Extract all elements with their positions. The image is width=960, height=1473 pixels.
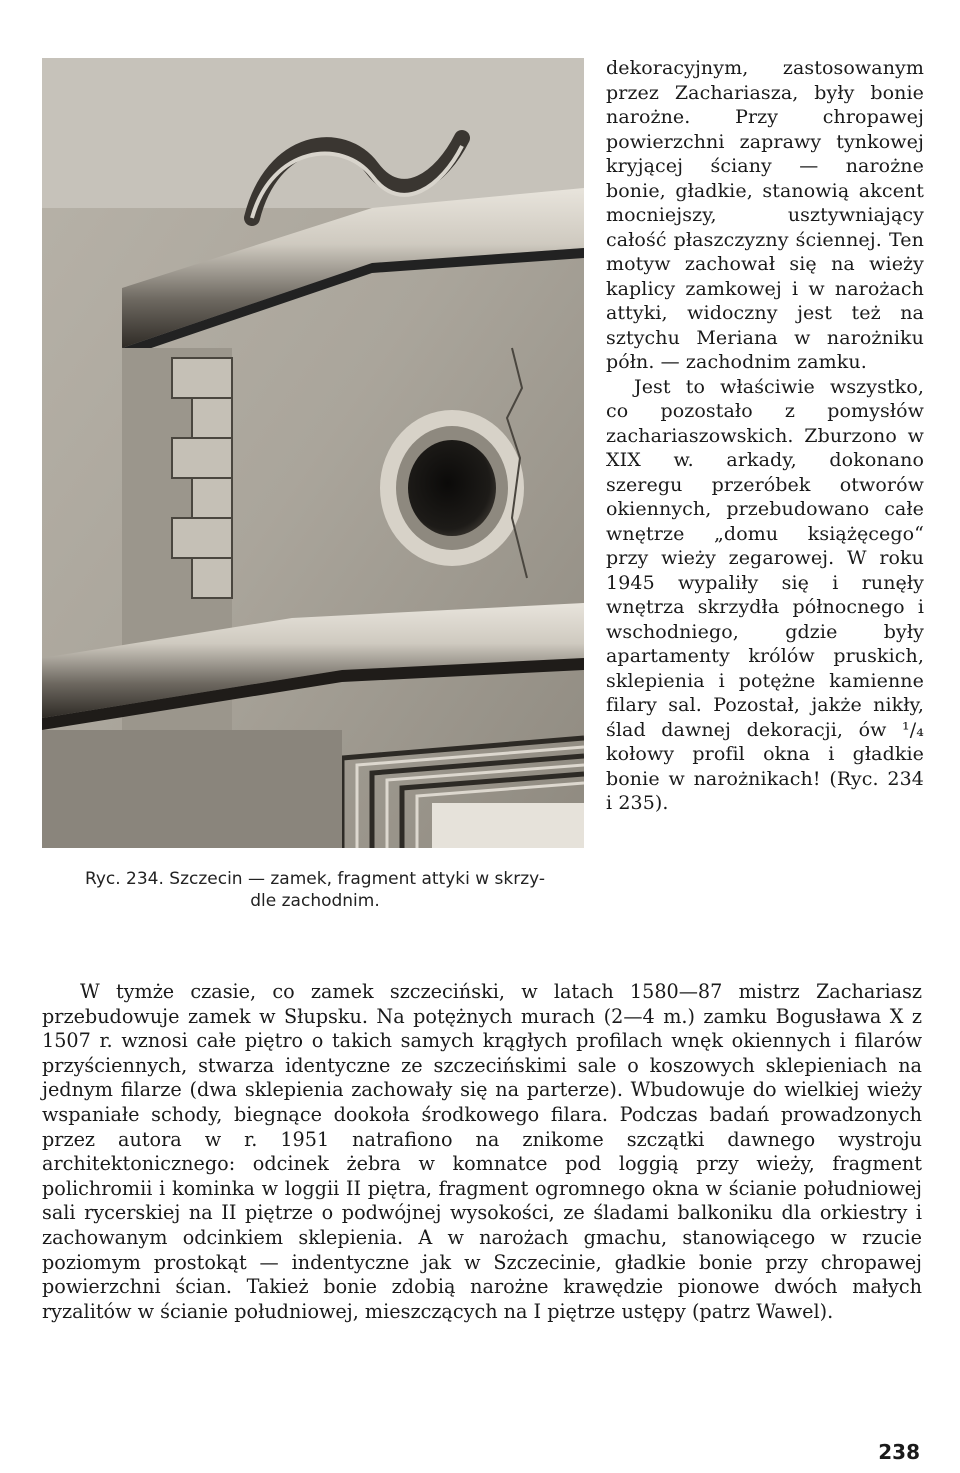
caption-line-1: Ryc. 234. Szczecin — zamek, fragment attyki w skrzy- (84, 869, 546, 889)
body-paragraph: W tymże czasie, co zamek szczeciński, w latach 1580—87 mistrz Zachariasz przebudowuje zamek w Słupsku. Na potężnych murach (2—4 m.) zamku Bogusława X z 1507 r. wznosi całe piętro o takich samych krągłych profilach wnęk okiennych i filarów przyściennych, stwarza identyczne ze szczecińskimi sale o koszowych sklepieniach na jednym filarze (dwa sklepienia zachowały się na parterze). Wbudowuje do wielkiej wieży wspaniałe schody, biegnące dookoła środkowego filara. Podczas badań prowadzonych przez autora w r. 1951 natrafiono na znikome szczątki dawnego wystroju architektonicznego: odcinek żebra w komnatce pod loggią przy wieży, fragment polichromii i kominka w loggii II piętra, fragment ogromnego okna w ścianie południowej sali rycerskiej na II piętrze o podwójnej wysokości, ze śladami balkoniku dla orkiestry i zachowanym odcinkiem sklepienia. A w narożach gmachu, stanowiącego w rzucie poziomym prostokąt — indentyczne jak w Szczecinie, gładkie bonie przy chropawej powierzchni ścian. Takież bonie zdobią narożne krawędzie pionowe dwóch małych ryzalitów w ścianie południowej, mieszczących na I piętrze ustępy (patrz Wawel). (42, 980, 922, 1323)
caption-line-2: dle zachodnim. (250, 891, 380, 911)
right-paragraph-2: Jest to właściwie wszystko, co pozostało z pomysłów zachariaszowskich. Zburzono w XIX w. arkady, dokonano szeregu przeróbek otworów okiennych, przebudowano całe wnętrze „domu książęcego“ przy wieży zegarowej. W roku 1945 wypaliły się i runęły wnętrza skrzydła północnego i wschodniego, gdzie były apartamenty królów pruskich, sklepienia i potężne kamienne filary sal. Pozostał, jakże nikły, ślad dawnej dekoracji, ów ¹/₄ kołowy profil okna i gładkie bonie w narożnikach! (Ryc. 234 i 235). (606, 375, 924, 814)
right-paragraph-1: dekoracyjnym, zastosowanym przez Zachariasza, były bonie narożne. Przy chropawej powierzchni zaprawy tynkowej kryjącej ściany — narożne bonie, gładkie, stanowią akcent mocniejszy, usztywniający całość płaszczyzny ściennej. Ten motyw zachował się na wieży kaplicy zamkowej i w narożach attyki, widoczny jest też na sztychu Meriana w narożniku półn. — zachodnim zamku. (606, 57, 924, 373)
right-column-text (606, 56, 924, 816)
figure-photo (42, 58, 584, 848)
body-text (42, 980, 922, 1324)
page-number: 238 (878, 1440, 920, 1464)
figure-caption (42, 868, 588, 912)
attic-photo-illustration (42, 58, 584, 848)
